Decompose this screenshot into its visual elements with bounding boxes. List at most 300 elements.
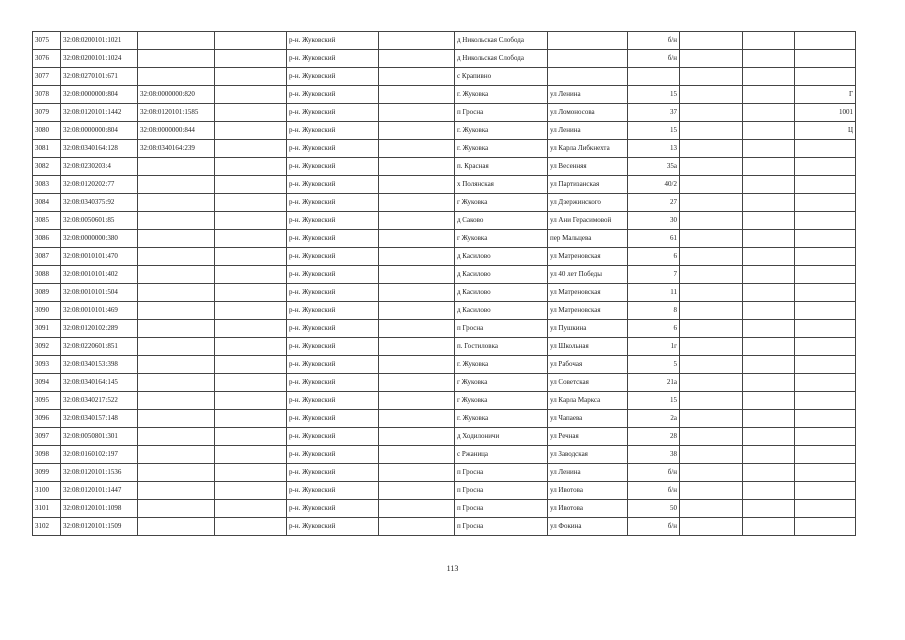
table-cell [215,104,287,122]
table-cell: с Крапивно [455,68,548,86]
table-row [33,104,856,122]
table-cell [548,50,628,68]
table-cell [215,122,287,140]
table-cell: 7 [628,266,680,284]
table-cell [215,266,287,284]
table-cell: 3102 [33,518,61,536]
table-cell: 32:08:0120101:1442 [61,104,138,122]
table-cell [548,68,628,86]
table-cell: ул Чапаева [548,410,628,428]
table-cell [379,338,455,356]
table-cell [379,302,455,320]
table-cell [743,374,795,392]
table-cell: ул Фокина [548,518,628,536]
table-cell [138,338,215,356]
table-cell: 3087 [33,248,61,266]
table-cell: 32:08:0120101:1509 [61,518,138,536]
table-cell [795,302,856,320]
table-cell [138,482,215,500]
table-cell [680,392,743,410]
table-cell [680,320,743,338]
table-row [33,374,856,392]
table-cell [379,356,455,374]
table-cell: ул Ленина [548,122,628,140]
table-cell [138,392,215,410]
table-row [33,392,856,410]
table-cell [379,428,455,446]
table-cell: 3079 [33,104,61,122]
table-cell: г. Жуковка [455,356,548,374]
table-cell: д Ходилоничи [455,428,548,446]
table-cell: 1001 [795,104,856,122]
table-cell [743,212,795,230]
table-cell [795,482,856,500]
table-cell [379,248,455,266]
table-cell [379,374,455,392]
table-cell: п Гросна [455,104,548,122]
table-cell: 3091 [33,320,61,338]
table-cell [795,392,856,410]
table-cell: 32:08:0340164:145 [61,374,138,392]
table-cell: ул Речная [548,428,628,446]
table-cell: х Полянская [455,176,548,194]
table-cell: 32:08:0120101:1585 [138,104,215,122]
table-cell [743,230,795,248]
table-cell [379,446,455,464]
table-cell [743,518,795,536]
table-cell: г. Жуковка [455,86,548,104]
table-cell [215,230,287,248]
table-cell [743,32,795,50]
table-cell: 32:08:0000000:804 [61,122,138,140]
table-cell: п Гросна [455,500,548,518]
table-cell: р-н. Жуковский [287,86,379,104]
table-row [33,122,856,140]
table-cell [680,104,743,122]
table-cell: 3099 [33,464,61,482]
table-cell [138,320,215,338]
table-cell: 32:08:0050601:85 [61,212,138,230]
table-cell: ул Матреновская [548,284,628,302]
table-cell [138,158,215,176]
table-cell: 32:08:0270101:671 [61,68,138,86]
table-cell: п Гросна [455,320,548,338]
table-cell: 32:08:0340157:148 [61,410,138,428]
table-cell [795,500,856,518]
table-cell [795,356,856,374]
table-cell [215,248,287,266]
table-cell [215,68,287,86]
table-cell: 3085 [33,212,61,230]
table-cell [379,32,455,50]
table-cell [743,176,795,194]
table-cell [795,68,856,86]
table-cell: р-н. Жуковский [287,50,379,68]
table-row [33,284,856,302]
table-cell: 32:08:0340164:239 [138,140,215,158]
table-cell [379,50,455,68]
table-cell [680,68,743,86]
table-row [33,230,856,248]
table-cell [379,230,455,248]
table-cell: 32:08:0160102:197 [61,446,138,464]
table-cell: д Касилово [455,302,548,320]
table-body [33,32,856,536]
table-cell [680,446,743,464]
table-cell: 2а [628,410,680,428]
table-cell: 32:08:0010101:469 [61,302,138,320]
table-row [33,140,856,158]
table-cell: 32:08:0000000:844 [138,122,215,140]
table-cell [743,158,795,176]
table-cell: р-н. Жуковский [287,302,379,320]
table-cell [680,32,743,50]
table-cell: б/н [628,32,680,50]
table-cell: 32:08:0000000:380 [61,230,138,248]
table-cell: р-н. Жуковский [287,518,379,536]
table-cell [795,410,856,428]
table-cell: б/н [628,50,680,68]
table-cell: р-н. Жуковский [287,392,379,410]
table-cell: 3097 [33,428,61,446]
table-cell: ул Дзержинского [548,194,628,212]
table-cell: 32:08:0200101:1021 [61,32,138,50]
table-cell: р-н. Жуковский [287,32,379,50]
table-cell: р-н. Жуковский [287,158,379,176]
table-cell: 3076 [33,50,61,68]
table-cell: ул Пушкина [548,320,628,338]
table-cell: 32:08:0000000:820 [138,86,215,104]
table-cell: б/н [628,464,680,482]
table-row [33,428,856,446]
table-cell: 32:08:0230203:4 [61,158,138,176]
table-cell: р-н. Жуковский [287,500,379,518]
table-cell: п. Красная [455,158,548,176]
table-cell: р-н. Жуковский [287,356,379,374]
table-cell [743,104,795,122]
table-cell [138,302,215,320]
table-cell: р-н. Жуковский [287,266,379,284]
table-cell: 13 [628,140,680,158]
table-cell: 35а [628,158,680,176]
table-cell: 3082 [33,158,61,176]
table-cell: р-н. Жуковский [287,482,379,500]
table-cell: 32:08:0340375:92 [61,194,138,212]
table-cell: р-н. Жуковский [287,68,379,86]
table-cell [680,230,743,248]
table-cell: ул Ленина [548,464,628,482]
table-cell: ул Заводская [548,446,628,464]
table-row [33,482,856,500]
table-cell [379,86,455,104]
table-cell: 11 [628,284,680,302]
table-cell [680,284,743,302]
table-cell: 32:08:0120101:1098 [61,500,138,518]
table-cell [379,158,455,176]
table-cell: 3095 [33,392,61,410]
table-cell [795,284,856,302]
table-cell: р-н. Жуковский [287,104,379,122]
data-table [32,31,856,536]
table-cell: 3089 [33,284,61,302]
table-cell [379,266,455,284]
table-cell [215,428,287,446]
table-cell [138,284,215,302]
table-cell [379,284,455,302]
table-row [33,158,856,176]
table-cell [795,266,856,284]
table-cell: 28 [628,428,680,446]
table-cell: п. Гостиловка [455,338,548,356]
table-cell [138,176,215,194]
table-cell [215,482,287,500]
table-cell [680,212,743,230]
table-cell [215,284,287,302]
table-cell [379,482,455,500]
table-cell: ул Карла Маркса [548,392,628,410]
table-cell [743,302,795,320]
table-cell [215,320,287,338]
table-cell: г. Жуковка [455,140,548,158]
table-cell: р-н. Жуковский [287,338,379,356]
table-cell: 32:08:0010101:470 [61,248,138,266]
table-cell [379,140,455,158]
table-cell [743,194,795,212]
table-cell [743,338,795,356]
table-cell: г Жуковка [455,194,548,212]
table-cell: 6 [628,248,680,266]
table-cell [379,212,455,230]
table-cell [215,392,287,410]
table-row [33,86,856,104]
table-cell: 3096 [33,410,61,428]
table-cell: ул Матреновская [548,302,628,320]
table-cell [379,464,455,482]
table-cell [743,356,795,374]
table-row [33,32,856,50]
table-row [33,50,856,68]
table-cell: д Никольская Слобода [455,50,548,68]
table-cell: 3077 [33,68,61,86]
table-cell [215,374,287,392]
table-cell [743,122,795,140]
table-cell: ул Школьная [548,338,628,356]
table-cell: 32:08:0120102:289 [61,320,138,338]
table-cell [680,122,743,140]
table-cell: ул Карла Либкнехта [548,140,628,158]
table-cell: 40/2 [628,176,680,194]
table-cell [743,50,795,68]
table-cell: 6 [628,320,680,338]
table-cell [548,32,628,50]
table-cell [379,410,455,428]
table-cell [215,212,287,230]
table-row [33,302,856,320]
table-cell: д Касилово [455,284,548,302]
table-cell: 32:08:0050801:301 [61,428,138,446]
table-cell: 32:08:0340153:398 [61,356,138,374]
table-row [33,176,856,194]
table-cell [743,284,795,302]
table-cell [379,68,455,86]
table-cell: 3081 [33,140,61,158]
table-cell [138,374,215,392]
table-cell [379,518,455,536]
table-cell: 50 [628,500,680,518]
table-cell [680,464,743,482]
table-row [33,410,856,428]
table-cell: 32:08:0220601:851 [61,338,138,356]
table-cell: Г [795,86,856,104]
table-row [33,320,856,338]
table-cell: п Гросна [455,464,548,482]
table-cell [743,68,795,86]
table-cell: ул Весенняя [548,158,628,176]
table-cell: 3100 [33,482,61,500]
table-cell [680,158,743,176]
table-cell [215,338,287,356]
table-cell [215,302,287,320]
table-cell [379,320,455,338]
table-cell: д Саково [455,212,548,230]
table-cell: ул Матреновская [548,248,628,266]
table-cell: 32:08:0010101:504 [61,284,138,302]
table-cell: ул Советская [548,374,628,392]
table-cell: 1г [628,338,680,356]
table-cell: 21а [628,374,680,392]
table-cell [138,194,215,212]
table-cell [215,86,287,104]
table-cell: д Касилово [455,248,548,266]
table-cell [680,194,743,212]
table-cell: 3080 [33,122,61,140]
table-cell [795,518,856,536]
table-cell [215,464,287,482]
table-cell [138,518,215,536]
table-cell: 5 [628,356,680,374]
table-cell: р-н. Жуковский [287,374,379,392]
table-cell [680,500,743,518]
table-cell [743,446,795,464]
table-cell [379,392,455,410]
table-cell: г Жуковка [455,374,548,392]
table-cell [795,338,856,356]
table-cell: р-н. Жуковский [287,212,379,230]
table-cell: р-н. Жуковский [287,122,379,140]
table-cell: г. Жуковка [455,122,548,140]
table-cell: 3075 [33,32,61,50]
table-cell [680,302,743,320]
table-cell [628,68,680,86]
table-cell [743,266,795,284]
table-cell [743,248,795,266]
table-cell [680,140,743,158]
table-cell [680,356,743,374]
table-cell: г Жуковка [455,392,548,410]
table-cell: 3098 [33,446,61,464]
table-cell: 3101 [33,500,61,518]
table-cell: 37 [628,104,680,122]
table-cell: ул Ивотова [548,500,628,518]
table-cell [138,212,215,230]
table-cell: р-н. Жуковский [287,194,379,212]
table-cell [215,356,287,374]
table-cell [215,176,287,194]
table-cell [138,500,215,518]
table-cell: ул Рабочая [548,356,628,374]
table-cell [743,392,795,410]
table-cell [795,32,856,50]
table-cell [215,158,287,176]
table-cell [795,230,856,248]
table-row [33,356,856,374]
table-cell [743,500,795,518]
table-cell: ул Ленина [548,86,628,104]
table-cell: 3088 [33,266,61,284]
table-cell: г. Жуковка [455,410,548,428]
table-cell: пер Мальцева [548,230,628,248]
table-cell: 3094 [33,374,61,392]
table-cell [138,464,215,482]
table-row [33,464,856,482]
table-cell: г Жуковка [455,230,548,248]
table-cell [795,194,856,212]
table-cell: 27 [628,194,680,212]
table-cell [680,86,743,104]
table-cell [795,248,856,266]
table-cell [795,176,856,194]
table-cell [743,86,795,104]
table-cell [795,428,856,446]
table-cell: 32:08:0120101:1447 [61,482,138,500]
table-row [33,500,856,518]
table-row [33,266,856,284]
table-cell [138,32,215,50]
table-cell: 15 [628,86,680,104]
table-cell [215,518,287,536]
table-cell: 32:08:0120202:77 [61,176,138,194]
table-cell: р-н. Жуковский [287,464,379,482]
table-cell [795,50,856,68]
table-cell: 8 [628,302,680,320]
table-cell: 3093 [33,356,61,374]
table-cell: 3078 [33,86,61,104]
table-cell: 32:08:0000000:804 [61,86,138,104]
table-row [33,212,856,230]
table-cell: р-н. Жуковский [287,410,379,428]
table-cell: ул 40 лет Победы [548,266,628,284]
table-cell: 30 [628,212,680,230]
table-row [33,446,856,464]
table-cell [215,410,287,428]
table-cell [379,176,455,194]
table-cell: 32:08:0340217:522 [61,392,138,410]
table-cell: п Гросна [455,518,548,536]
table-row [33,338,856,356]
table-cell [680,338,743,356]
table-cell: 15 [628,122,680,140]
table-cell [680,176,743,194]
table-cell: б/н [628,518,680,536]
table-cell: р-н. Жуковский [287,428,379,446]
table-cell: 38 [628,446,680,464]
table-cell [379,104,455,122]
table-cell [138,356,215,374]
table-cell [743,140,795,158]
table-cell [795,446,856,464]
table-cell: 3086 [33,230,61,248]
table-cell [743,410,795,428]
